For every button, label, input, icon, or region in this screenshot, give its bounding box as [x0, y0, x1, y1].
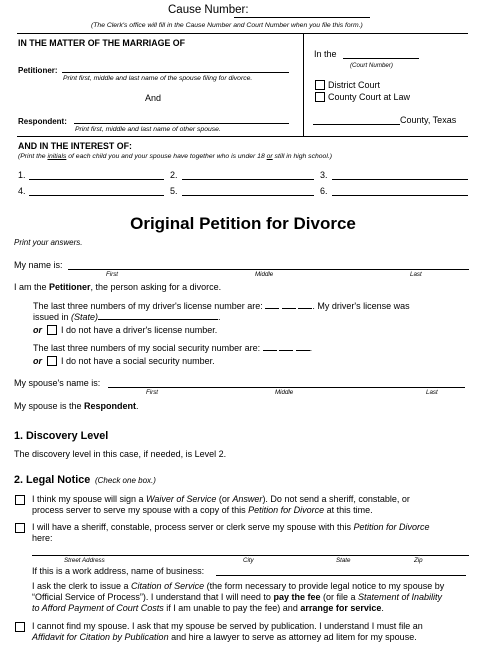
children-divider — [17, 136, 468, 137]
spouse-name-field[interactable] — [108, 387, 465, 388]
my-name-field[interactable] — [68, 269, 469, 270]
respondent-statement: My spouse is the Respondent. — [14, 401, 139, 411]
petitioner-label: Petitioner: — [18, 66, 58, 75]
petitioner-statement: I am the Petitioner, the person asking for a divorce. — [14, 282, 222, 292]
page-title: Original Petition for Divorce — [130, 214, 356, 233]
my-name-first-caption: First — [106, 271, 119, 278]
respondent-name-field[interactable] — [74, 123, 289, 124]
petitioner-note: Print first, middle and last name of the spouse filing for divorce. — [63, 75, 253, 82]
ssn-digit-1[interactable] — [263, 342, 277, 351]
child-initials-field-4[interactable] — [29, 195, 164, 196]
publication-checkbox[interactable] — [15, 622, 25, 632]
my-name-last-caption: Last — [410, 271, 422, 278]
child-number-5: 5. — [170, 186, 178, 196]
county-court-label: County Court at Law — [328, 92, 411, 102]
serve-spouse-text: I will have a sheriff, constable, process server or clerk serve my spouse with this Petition for Divorce — [32, 522, 430, 532]
serve-here-label: here: — [32, 533, 53, 543]
service-address-field[interactable] — [32, 555, 469, 556]
business-name-field[interactable] — [216, 575, 466, 576]
license-digit-2[interactable] — [282, 300, 296, 309]
child-initials-field-5[interactable] — [182, 195, 314, 196]
waiver-checkbox[interactable] — [15, 495, 25, 505]
no-ssn-label: I do not have a social security number. — [61, 356, 215, 366]
address-zip-caption: Zip — [414, 557, 423, 564]
spouse-middle-caption: Middle — [275, 389, 294, 396]
license-issued-statement: issued in (State) . — [33, 312, 221, 322]
respondent-note: Print first, middle and last name of other spouse. — [75, 126, 221, 133]
no-license-label: I do not have a driver's license number. — [61, 325, 218, 335]
court-number-note: (Court Number) — [350, 62, 393, 69]
court-number-field[interactable] — [343, 58, 419, 59]
citation-text-line2: “Official Service of Process”). I understand that I will need to pay the fee (or file a Statement of Inability — [32, 592, 443, 602]
discovery-text: The discovery level in this case, if needed, is Level 2. — [14, 449, 227, 459]
petitioner-name-field[interactable] — [62, 72, 289, 73]
district-court-checkbox[interactable] — [315, 80, 325, 90]
license-or-label: or — [33, 325, 42, 335]
ssn-digit-3[interactable] — [296, 342, 310, 351]
child-number-4: 4. — [18, 186, 26, 196]
and-label: And — [145, 93, 162, 103]
child-initials-field-6[interactable] — [332, 195, 468, 196]
address-state-caption: State — [336, 557, 351, 564]
license-digit-1[interactable] — [265, 300, 279, 309]
child-number-3: 3. — [320, 170, 328, 180]
header-vertical-divider — [303, 34, 304, 136]
no-ssn-checkbox[interactable] — [47, 356, 57, 366]
child-number-1: 1. — [18, 170, 26, 180]
district-court-label: District Court — [328, 80, 381, 90]
publication-text-line1: I cannot find my spouse. I ask that my spouse be served by publication. I understand I must file an — [32, 621, 423, 631]
address-street-caption: Street Address — [64, 557, 105, 564]
county-name-field[interactable] — [313, 124, 400, 125]
county-texas-label: County, Texas — [400, 115, 457, 125]
child-number-6: 6. — [320, 186, 328, 196]
publication-text-line2: Affidavit for Citation by Publication and hire a lawyer to serve as attorney ad litem for my spouse. — [32, 632, 417, 642]
citation-text-line3: to Afford Payment of Court Costs if I am unable to pay the fee) and arrange for service. — [32, 603, 384, 613]
ssn-statement: The last three numbers of my social security number are: . — [33, 343, 313, 353]
county-court-checkbox[interactable] — [315, 92, 325, 102]
legal-notice-heading-row: 2. Legal Notice (Check one box.) — [14, 474, 156, 486]
child-initials-field-3[interactable] — [332, 179, 468, 180]
cause-number-field[interactable] — [234, 17, 370, 18]
serve-spouse-checkbox[interactable] — [15, 523, 25, 533]
header-divider — [17, 33, 468, 34]
child-number-2: 2. — [170, 170, 178, 180]
cause-number-label: Cause Number: — [168, 4, 249, 16]
spouse-name-label: My spouse's name is: — [14, 378, 101, 388]
children-note: (Print the initials of each child you and your spouse have together who is under 18 or still in high school.) — [18, 153, 332, 160]
matter-heading: IN THE MATTER OF THE MARRIAGE OF — [18, 38, 185, 48]
license-digit-3[interactable] — [298, 300, 312, 309]
citation-text-line1: I ask the clerk to issue a Citation of Service (the form necessary to provide legal notice to my spouse by — [32, 581, 445, 591]
cause-number-note: (The Clerk's office will fill in the Cause Number and Court Number when you file this form.) — [91, 22, 363, 29]
my-name-middle-caption: Middle — [255, 271, 274, 278]
address-city-caption: City — [243, 557, 254, 564]
children-heading: AND IN THE INTEREST OF: — [18, 141, 132, 151]
license-statement: The last three numbers of my driver's license number are: . My driver's license was — [33, 301, 410, 311]
no-license-checkbox[interactable] — [47, 325, 57, 335]
waiver-text-line1: I think my spouse will sign a Waiver of Service (or Answer). Do not send a sheriff, constable, or — [32, 494, 410, 504]
child-initials-field-1[interactable] — [29, 179, 164, 180]
my-name-label: My name is: — [14, 260, 63, 270]
print-answers-note: Print your answers. — [14, 238, 83, 247]
license-state-field[interactable] — [98, 311, 218, 320]
spouse-last-caption: Last — [426, 389, 438, 396]
respondent-label: Respondent: — [18, 117, 67, 126]
child-initials-field-2[interactable] — [182, 179, 314, 180]
waiver-text-line2: process server to serve my spouse with a copy of this Petition for Divorce at this time. — [32, 505, 373, 515]
in-the-label: In the — [314, 49, 337, 59]
work-address-label: If this is a work address, name of business: — [32, 566, 205, 576]
discovery-heading: 1. Discovery Level — [14, 430, 109, 442]
ssn-or-label: or — [33, 356, 42, 366]
spouse-first-caption: First — [146, 389, 159, 396]
ssn-digit-2[interactable] — [279, 342, 293, 351]
